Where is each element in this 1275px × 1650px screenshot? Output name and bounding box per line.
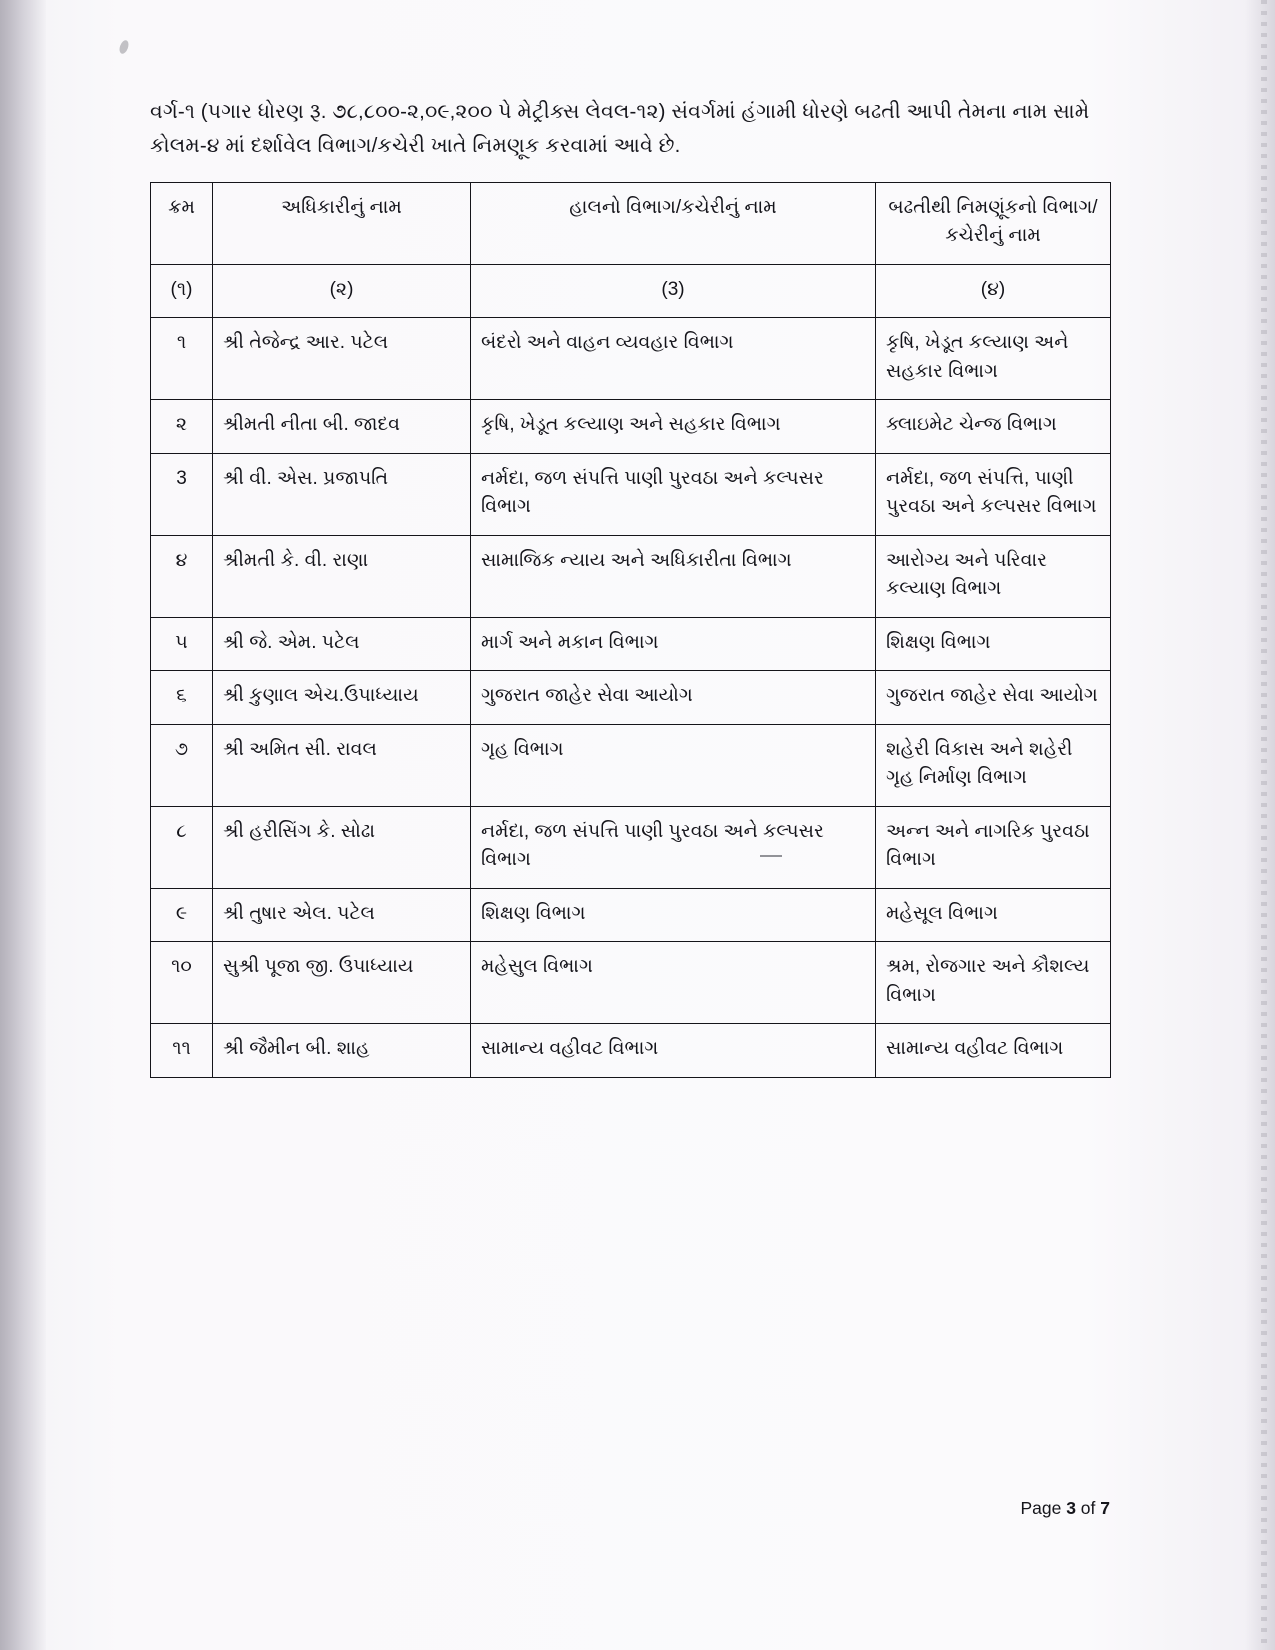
cell-officer-name: શ્રી કુણાલ એચ.ઉપાધ્યાય xyxy=(213,671,471,725)
cell-officer-name: શ્રીમતી કે. વી. રાણા xyxy=(213,535,471,617)
footer-page-middle: of xyxy=(1075,1498,1101,1518)
page-footer xyxy=(150,1498,1110,1519)
cell-current-department: બંદરો અને વાહન વ્યવહાર વિભાગ xyxy=(471,318,876,400)
table-row xyxy=(151,888,1111,942)
promotion-table xyxy=(150,182,1111,1078)
cell-promoted-department: મહેસૂલ વિભાગ xyxy=(876,888,1111,942)
cell-promoted-department: કૃષિ, ખેડૂત કલ્યાણ અને સહકાર વિભાગ xyxy=(876,318,1111,400)
cell-officer-name: શ્રી જૈમીન બી. શાહ xyxy=(213,1024,471,1078)
table-row xyxy=(151,724,1111,806)
cell-officer-name: સુશ્રી પૂજા જી. ઉપાધ્યાય xyxy=(213,942,471,1024)
table-row xyxy=(151,1024,1111,1078)
cell-sr: ૧ xyxy=(151,318,213,400)
scan-artifact-dot xyxy=(118,39,130,55)
cell-current-department: સામાજિક ન્યાય અને અધિકારીતા વિભાગ xyxy=(471,535,876,617)
cell-promoted-department: નર્મદા, જળ સંપત્તિ, પાણી પુરવઠા અને કલ્પસર વિભાગ xyxy=(876,453,1111,535)
cell-promoted-department: આરોગ્ય અને પરિવાર કલ્યાણ વિભાગ xyxy=(876,535,1111,617)
cell-officer-name: શ્રી જે. એમ. પટેલ xyxy=(213,617,471,671)
cell-current-department: કૃષિ, ખેડૂત કલ્યાણ અને સહકાર વિભાગ xyxy=(471,400,876,454)
document-content xyxy=(150,95,1110,1078)
cell-sr: ૭ xyxy=(151,724,213,806)
cell-promoted-department: શિક્ષણ વિભાગ xyxy=(876,617,1111,671)
cell-promoted-department: શહેરી વિકાસ અને શહેરી ગૃહ નિર્માણ વિભાગ xyxy=(876,724,1111,806)
table-row xyxy=(151,535,1111,617)
header-sr-no: ક્રમ xyxy=(151,182,213,264)
header-promoted-department: બઢતીથી નિમણૂંકનો વિભાગ/કચેરીનું નામ xyxy=(876,182,1111,264)
cell-sr: ૧૧ xyxy=(151,1024,213,1078)
cell-current-department: નર્મદા, જળ સંપત્તિ પાણી પુરવઠા અને કલ્પસર વિભાગ xyxy=(471,806,876,888)
cell-promoted-department: ગુજરાત જાહેર સેવા આયોગ xyxy=(876,671,1111,725)
table-column-number-row xyxy=(151,264,1111,318)
column-number-4: (૪) xyxy=(876,264,1111,318)
cell-sr: ૬ xyxy=(151,671,213,725)
intro-paragraph: વર્ગ-૧ (પગાર ધોરણ રૂ. ૭૮,૮૦૦-૨,૦૯,૨૦૦ પે મેટ્રીક્સ લેવલ-૧૨) સંવર્ગમાં હંગામી ધોરણે બઢતી આપી તેમના નામ સામે કોલમ-૪ માં દર્શાવેલ વિભાગ/કચેરી ખાતે નિમણૂક કરવામાં આવે છે. xyxy=(150,100,1090,158)
table-row xyxy=(151,806,1111,888)
column-number-1: (૧) xyxy=(151,264,213,318)
cell-officer-name: શ્રીમતી નીતા બી. જાદવ xyxy=(213,400,471,454)
table-row xyxy=(151,400,1111,454)
footer-total-pages: 7 xyxy=(1100,1498,1110,1518)
footer-page-prefix: Page xyxy=(1020,1498,1067,1518)
column-number-3: (3) xyxy=(471,264,876,318)
cell-sr: ૪ xyxy=(151,535,213,617)
cell-current-department: ગૃહ વિભાગ xyxy=(471,724,876,806)
cell-current-department: નર્મદા, જળ સંપત્તિ પાણી પુરવઠા અને કલ્પસર વિભાગ xyxy=(471,453,876,535)
cell-officer-name: શ્રી અમિત સી. રાવલ xyxy=(213,724,471,806)
cell-officer-name: શ્રી વી. એસ. પ્રજાપતિ xyxy=(213,453,471,535)
cell-sr: ૫ xyxy=(151,617,213,671)
cell-promoted-department: અન્ન અને નાગરિક પુરવઠા વિભાગ xyxy=(876,806,1111,888)
page-edge-noise xyxy=(1261,0,1267,1650)
table-row xyxy=(151,942,1111,1024)
cell-promoted-department: શ્રમ, રોજગાર અને કૌશલ્ય વિભાગ xyxy=(876,942,1111,1024)
cell-sr: ૨ xyxy=(151,400,213,454)
header-current-department: હાલનો વિભાગ/કચેરીનું નામ xyxy=(471,182,876,264)
cell-current-department: માર્ગ અને મકાન વિભાગ xyxy=(471,617,876,671)
cell-sr: ૮ xyxy=(151,806,213,888)
cell-current-department: સામાન્ય વહીવટ વિભાગ xyxy=(471,1024,876,1078)
cell-officer-name: શ્રી તેજેન્દ્ર આર. પટેલ xyxy=(213,318,471,400)
footer-current-page: 3 xyxy=(1066,1498,1076,1518)
table-header-row xyxy=(151,182,1111,264)
cell-current-department: શિક્ષણ વિભાગ xyxy=(471,888,876,942)
header-officer-name: અધિકારીનું નામ xyxy=(213,182,471,264)
cell-sr: ૧૦ xyxy=(151,942,213,1024)
cell-promoted-department: ક્લાઇમેટ ચેન્જ વિભાગ xyxy=(876,400,1111,454)
table-row xyxy=(151,453,1111,535)
column-number-2: (૨) xyxy=(213,264,471,318)
cell-current-department: ગુજરાત જાહેર સેવા આયોગ xyxy=(471,671,876,725)
cell-officer-name: શ્રી હરીસિંગ કે. સોઢા xyxy=(213,806,471,888)
table-row xyxy=(151,671,1111,725)
cell-sr: ૯ xyxy=(151,888,213,942)
cell-officer-name: શ્રી તુષાર એલ. પટેલ xyxy=(213,888,471,942)
cell-sr: 3 xyxy=(151,453,213,535)
table-row xyxy=(151,318,1111,400)
cell-promoted-department: સામાન્ય વહીવટ વિભાગ xyxy=(876,1024,1111,1078)
cell-current-department: મહેસુલ વિભાગ xyxy=(471,942,876,1024)
table-row xyxy=(151,617,1111,671)
